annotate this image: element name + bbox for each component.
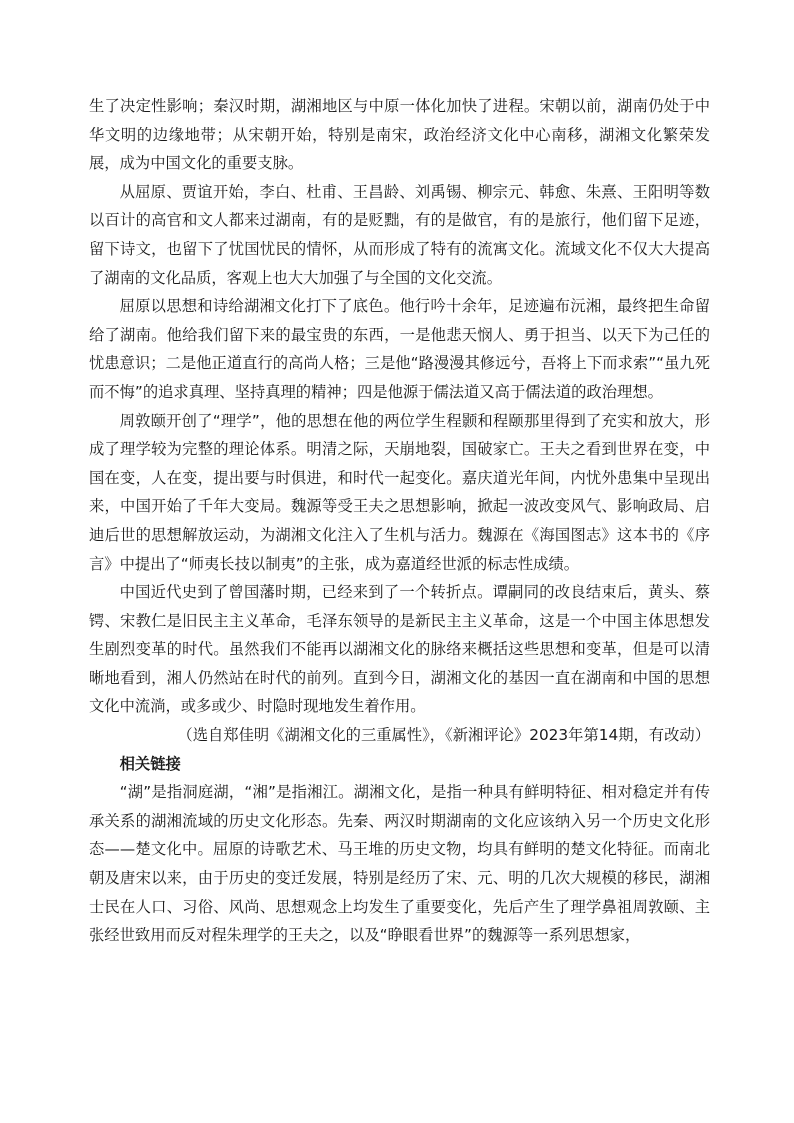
article-body	[89, 92, 710, 950]
paragraph-neo-confucianism: 周敦颐开创了“理学”，他的思想在他的两位学生程颢和程颐那里得到了充实和放大，形成了理学较为完整的理论体系。明清之际，天崩地裂，国破家亡。王夫之看到世界在变，中国在变，人在变，提出要与时俱进，和时代一起变化。嘉庆道光年间，内忧外患集中呈现出来，中国开始了千年大变局。魏源等受王夫之思想影响，掀起一波改变风气、影响政局、启迪后世的思想解放运动，为湖湘文化注入了生机与活力。魏源在《海国图志》这本书的《序言》中提出了“师夷长技以制夷”的主张，成为嘉道经世派的标志性成绩。	[89, 411, 710, 573]
paragraph-exiled-literati: 从屈原、贾谊开始，李白、杜甫、王昌龄、刘禹锡、柳宗元、韩愈、朱熹、王阳明等数以百计的高官和文人都来过湖南，有的是贬黜，有的是做官，有的是旅行，他们留下足迹，留下诗文，也留下了忧国忧民的情怀，从而形成了特有的流寓文化。流域文化不仅大大提高了湖南的文化品质，客观上也大大加强了与全国的文化交流。	[89, 182, 710, 287]
source-citation: （选自郑佳明《湖湘文化的三重属性》，《新湘评论》2023年第14期，有改动）	[177, 726, 710, 745]
paragraph-continued: 生了决定性影响；秦汉时期，湖湘地区与中原一体化加快了进程。宋朝以前，湖南仍处于中华文明的边缘地带；从宋朝开始，特别是南宋，政治经济文化中心南移，湖湘文化繁荣发展，成为中国文化的重要支脉。	[89, 97, 710, 173]
paragraph-modern-history: 中国近代史到了曾国藩时期，已经来到了一个转折点。谭嗣同的改良结束后，黄头、蔡锷、宋教仁是旧民主主义革命，毛泽东领导的是新民主主义革命，这是一个中国主体思想发生剧烈变革的时代。虽然我们不能再以湖湘文化的脉络来概括这些思想和变革，但是可以清晰地看到，湘人仍然站在时代的前列。直到今日，湖湘文化的基因一直在湖南和中国的思想文化中流淌，或多或少、时隐时现地发生着作用。	[89, 583, 710, 716]
related-links-heading: 相关链接	[119, 754, 181, 773]
related-links-text: “湖”是指洞庭湖，“湘”是指湘江。湖湘文化，是指一种具有鲜明特征、相对稳定并有传承关系的湖湘流域的历史文化形态。先秦、两汉时期湖南的文化应该纳入另一个历史文化形态——楚文化中。屈原的诗歌艺术、马王堆的历史文物，均具有鲜明的楚文化特征。而南北朝及唐宋以来，由于历史的变迁发展，特别是经历了宋、元、明的几次大规模的移民，湖湘士民在人口、习俗、风尚、思想观念上均发生了重要变化，先后产生了理学鼻祖周敦颐、主张经世致用而反对程朱理学的王夫之，以及“睁眼看世界”的魏源等一系列思想家，	[89, 783, 710, 945]
paragraph-qu-yuan: 屈原以思想和诗给湖湘文化打下了底色。他行吟十余年，足迹遍布沅湘，最终把生命留给了湖南。他给我们留下来的最宝贵的东西，一是他悲天悯人、勇于担当、以天下为己任的忧患意识；二是他正道直行的高尚人格；三是他“路漫漫其修远兮，吾将上下而求索”“虽九死而不悔”的追求真理、坚持真理的精神；四是他源于儒法道又高于儒法道的政治理想。	[89, 297, 710, 401]
